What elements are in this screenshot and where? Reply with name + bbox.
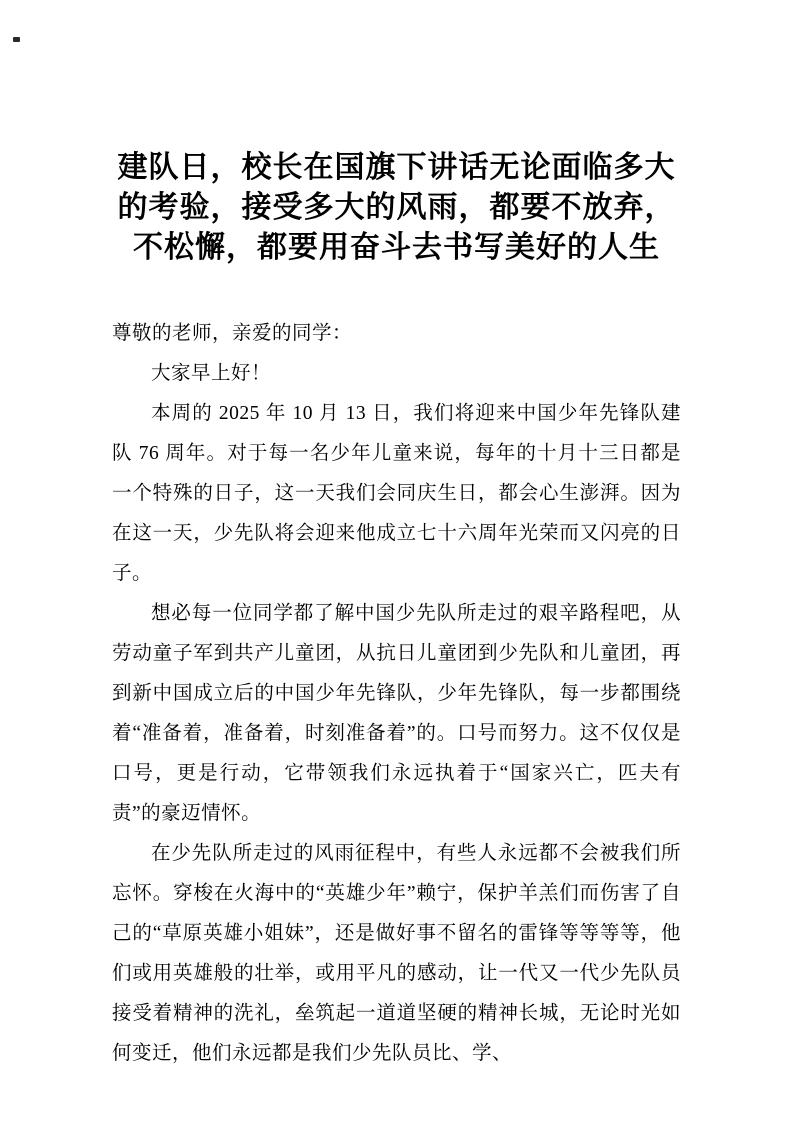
body-paragraph-1: 本周的 2025 年 10 月 13 日，我们将迎来中国少年先锋队建队 76 周年。对于每一名少年儿童来说，每年的十月十三日都是一个特殊的日子，这一天我们会同庆生日，都会心生澎湃。因为在这一天，少先队将会迎来他成立七十六周年光荣而又闪亮的日子。 (112, 403, 681, 584)
body-paragraph-2: 想必每一位同学都了解中国少先队所走过的艰辛路程吧，从劳动童子军到共产儿童团，从抗日儿童团到少先队和儿童团，再到新中国成立后的中国少年先锋队，少年先锋队，每一步都围绕着“准备着，准备着，时刻准备着”的。口号而努力。这不仅仅是口号，更是行动，它带领我们永远执着于“国家兴亡，匹夫有责”的豪迈情怀。 (112, 603, 681, 824)
title-line-2: 的考验，接受多大的风雨，都要不放弃， (117, 191, 676, 224)
document-title (112, 148, 681, 268)
page-speck-artifact (13, 37, 20, 42)
body-paragraph-3: 在少先队所走过的风雨征程中，有些人永远都不会被我们所忘怀。穿梭在火海中的“英雄少年”赖宁，保护羊羔们而伤害了自己的“草原英雄小姐妹”，还是做好事不留名的雷锋等等等等，他们或用英雄般的壮举，或用平凡的感动，让一代又一代少先队员接受着精神的洗礼，垒筑起一道道坚硬的精神长城，无论时光如何变迁，他们永远都是我们少先队员比、学、 (112, 843, 681, 1064)
greeting-paragraph: 大家早上好！ (151, 363, 272, 384)
title-line-3: 不松懈，都要用奋斗去书写美好的人生 (133, 231, 660, 264)
title-line-1: 建队日，校长在国旗下讲话无论面临多大 (117, 151, 676, 184)
document-body (112, 314, 681, 1074)
salutation-paragraph: 尊敬的老师，亲爱的同学： (112, 323, 353, 344)
